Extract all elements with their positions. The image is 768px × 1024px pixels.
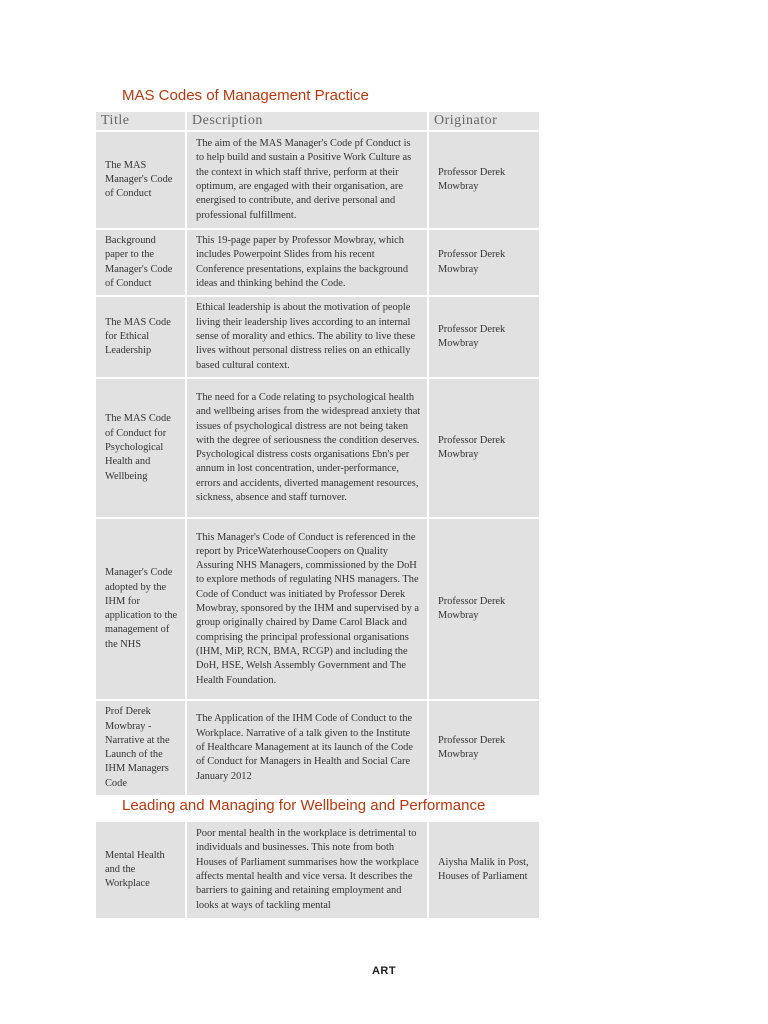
row-description: This 19-page paper by Professor Mowbray, which includes Powerpoint Slides from his recent Conference presentations, explains the background ideas and thinking behind the Code. xyxy=(187,230,427,295)
row-originator: Professor Derek Mowbray xyxy=(429,230,539,295)
row-title: The MAS Code for Ethical Leadership xyxy=(96,297,185,377)
row-originator: Professor Derek Mowbray xyxy=(429,297,539,377)
row-title: Background paper to the Manager's Code of Conduct xyxy=(96,230,185,295)
row-title: Manager's Code adopted by the IHM for application to the management of the NHS xyxy=(96,519,185,699)
row-description-text: Poor mental health in the workplace is detrimental to individuals and businesses. This note from both Houses of Parliament summarises how the workplace affects mental health and vice versa. It describes the barriers to gaining and retaining employment and looks at ways of tackling mental xyxy=(196,828,419,911)
column-header-description: Description xyxy=(187,112,427,130)
table-row xyxy=(96,519,539,699)
row-originator: Professor Derek Mowbray xyxy=(429,379,539,517)
row-title: The MAS Manager's Code of Conduct xyxy=(96,132,185,228)
table-row xyxy=(96,379,539,517)
table-row xyxy=(96,132,539,228)
table-row xyxy=(96,297,539,377)
row-originator: Professor Derek Mowbray xyxy=(429,132,539,228)
row-originator: Professor Derek Mowbray xyxy=(429,701,539,795)
row-description: The need for a Code relating to psychological health and wellbeing arises from the widespread anxiety that issues of psychological distress are not being taken with the degree of seriousness the condition deserves. Psychological distress costs organisations £bn's per annum in lost concentration, under-performance, errors and accidents, diverted management resources, sickness, absence and staff turnover. xyxy=(187,379,427,517)
row-description: The Application of the IHM Code of Conduct to the Workplace. Narrative of a talk given to the Institute of Healthcare Management at its launch of the Code of Conduct for Managers in Health and Social Care January 2012 xyxy=(187,701,427,795)
row-originator: Aiysha Malik in Post, Houses of Parliament xyxy=(429,822,539,918)
table-header-row xyxy=(96,112,539,130)
table-row xyxy=(96,701,539,795)
section-heading-wellbeing: Leading and Managing for Wellbeing and Performance xyxy=(122,797,486,814)
table-row xyxy=(96,230,539,295)
column-header-title: Title xyxy=(96,112,185,130)
row-description: This Manager's Code of Conduct is referenced in the report by PriceWaterhouseCoopers on Quality Assuring NHS Managers, commissioned by the DoH to explore methods of regulating NHS managers. The Code of Conduct was initiated by Professor Derek Mowbray, sponsored by the IHM and supervised by a group originally chaired by Dame Carol Black and comprising the principal professional organisations (IHM, MiP, RCN, BMA, RCGP) and including the DoH, HSE, Welsh Assembly Government and The Health Foundation. xyxy=(187,519,427,699)
row-description: The aim of the MAS Manager's Code pf Conduct is to help build and sustain a Positive Work Culture as the context in which staff thrive, perform at their optimum, are engaged with their organisation, are energised to contribute, and derive personal and professional fulfillment. xyxy=(187,132,427,228)
row-originator: Professor Derek Mowbray xyxy=(429,519,539,699)
section-heading-mas-codes: MAS Codes of Management Practice xyxy=(122,87,369,104)
row-title: Mental Health and the Workplace xyxy=(96,822,185,918)
page-footer: ART xyxy=(371,965,397,977)
row-title: Prof Derek Mowbray - Narrative at the Launch of the IHM Managers Code xyxy=(96,701,185,795)
wellbeing-table xyxy=(94,820,541,920)
mas-codes-table xyxy=(94,110,541,797)
column-header-originator: Originator xyxy=(429,112,539,130)
table-row xyxy=(96,822,539,918)
row-description: Ethical leadership is about the motivation of people living their leadership lives according to an internal sense of morality and ethics. The ability to live these lives without personal distress relies on an ethically based cultural context. xyxy=(187,297,427,377)
row-description xyxy=(187,822,427,918)
row-title: The MAS Code of Conduct for Psychological Health and Wellbeing xyxy=(96,379,185,517)
